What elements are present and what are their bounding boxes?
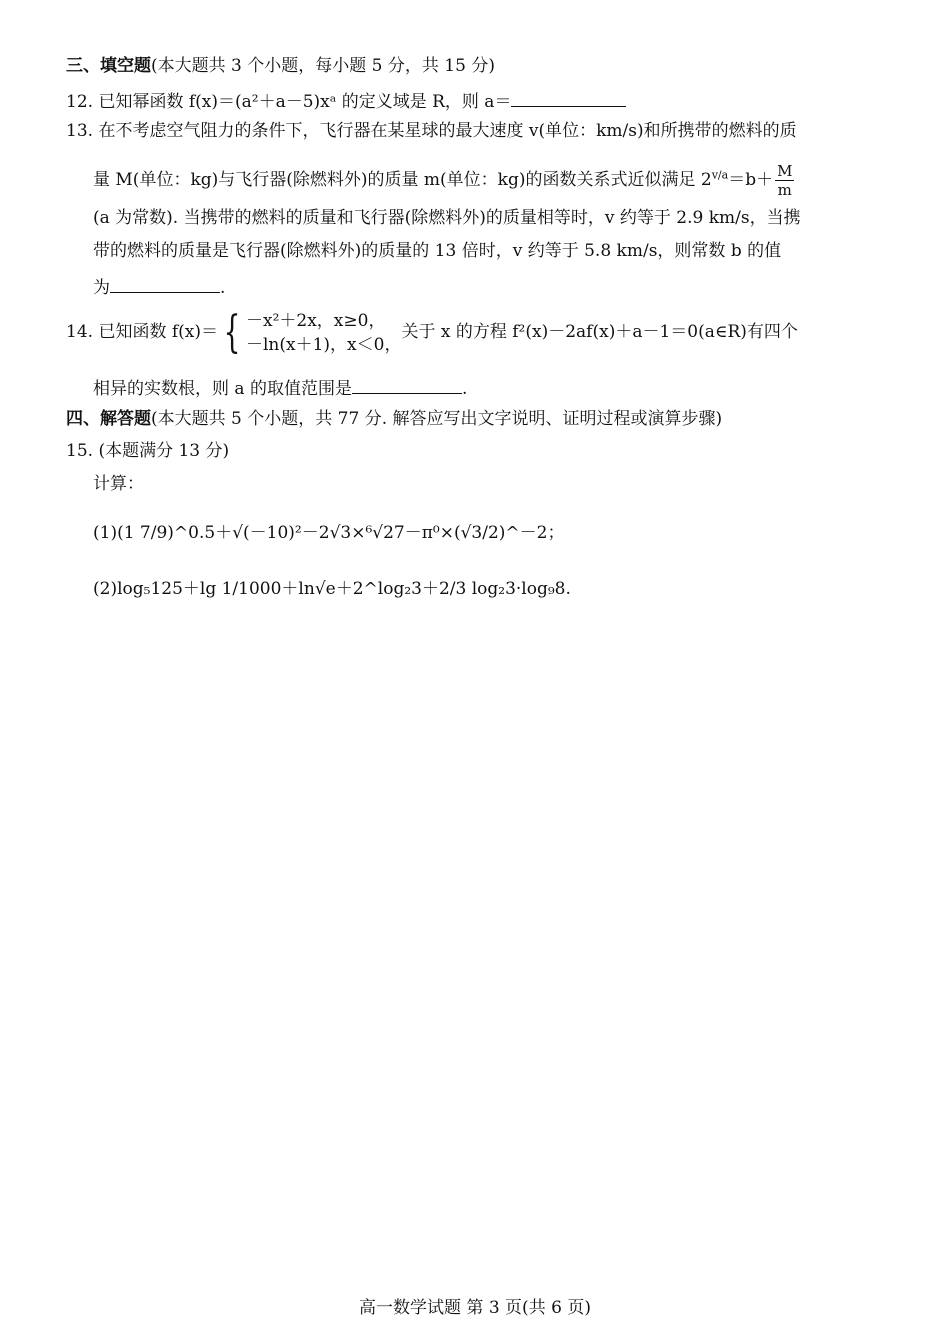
question-12-text: 12. 已知幂函数 f(x)＝(a²＋a－5)xᵃ 的定义域是 R，则 a＝	[66, 92, 512, 112]
page-footer: 高一数学试题 第 3 页(共 6 页)	[359, 1298, 591, 1318]
question-14-text-2: 相异的实数根，则 a 的取值范围是	[93, 379, 352, 399]
question-13-line-3	[93, 207, 801, 229]
question-14-suffix: 关于 x 的方程 f²(x)－2af(x)＋a－1＝0(a∈R)有四个	[401, 322, 798, 342]
question-13-text-1: 13. 在不考虑空气阻力的条件下，飞行器在某星球的最大速度 v(单位：km/s)和所携带的燃料的质	[66, 121, 797, 141]
question-13-line-4	[93, 240, 781, 262]
question-15-part-2-text: (2)log₅125＋lg 1/1000＋ln√e＋2^log₂3＋2/3 log₂3·log₉8.	[93, 579, 571, 599]
section-4-heading	[66, 408, 722, 430]
section-3-title: 三、填空题	[66, 56, 151, 76]
question-15-part-1-text: (1)(1 7/9)^0.5＋√(－10)²－2√3×⁶√27－π⁰×(√3/2)^－2；	[93, 523, 565, 543]
section-4-title: 四、解答题	[66, 409, 151, 429]
answer-blank-12	[511, 88, 626, 107]
question-15-intro-text: 计算：	[93, 474, 144, 494]
left-brace-icon: {	[223, 306, 241, 358]
question-13-line-1	[66, 120, 797, 142]
piece-2: －ln(x＋1)，x＜0，	[246, 334, 402, 355]
fraction-M-over-m	[775, 162, 794, 199]
section-4-note: (本大题共 5 个小题，共 77 分. 解答应写出文字说明、证明过程或演算步骤)	[151, 409, 723, 429]
question-13-text-3: (a 为常数). 当携带的燃料的质量和飞行器(除燃料外)的质量相等时，v 约等于 2.9 km/s，当携	[93, 208, 801, 228]
question-13-period: .	[220, 278, 226, 298]
fraction-numerator: M	[777, 162, 793, 180]
question-13-line-2	[93, 162, 796, 199]
section-3-heading	[66, 55, 495, 77]
question-15-intro	[93, 473, 144, 495]
question-15-part-2	[93, 578, 571, 600]
question-15-header	[66, 440, 229, 462]
answer-blank-14	[352, 375, 462, 394]
piecewise-function	[246, 309, 401, 357]
fraction-denominator: m	[777, 181, 792, 199]
question-13-text-5: 为	[93, 278, 110, 298]
piece-1: －x²＋2x，x≥0，	[246, 310, 386, 331]
question-14-line-1	[66, 307, 798, 357]
question-13-line-5	[93, 274, 225, 299]
exponent-v-over-a: v/a	[711, 168, 729, 182]
question-13-text-2: 量 M(单位：kg)与飞行器(除燃料外)的质量 m(单位：kg)的函数关系式近似满足 2	[93, 170, 712, 190]
question-12	[66, 88, 626, 113]
question-15-header-text: 15. (本题满分 13 分)	[66, 441, 230, 461]
question-14-period: .	[461, 379, 468, 399]
answer-blank-13	[110, 274, 220, 293]
section-3-note: (本大题共 3 个小题，每小题 5 分，共 15 分)	[151, 56, 495, 76]
question-13-text-4: 带的燃料的质量是飞行器(除燃料外)的质量的 13 倍时，v 约等于 5.8 km/s，则常数 b 的值	[93, 241, 782, 261]
question-15-part-1	[93, 522, 564, 544]
question-14-prefix: 14. 已知函数 f(x)＝	[66, 322, 218, 342]
question-13-equation: ＝b＋	[728, 170, 774, 190]
question-14-line-2	[93, 375, 467, 400]
